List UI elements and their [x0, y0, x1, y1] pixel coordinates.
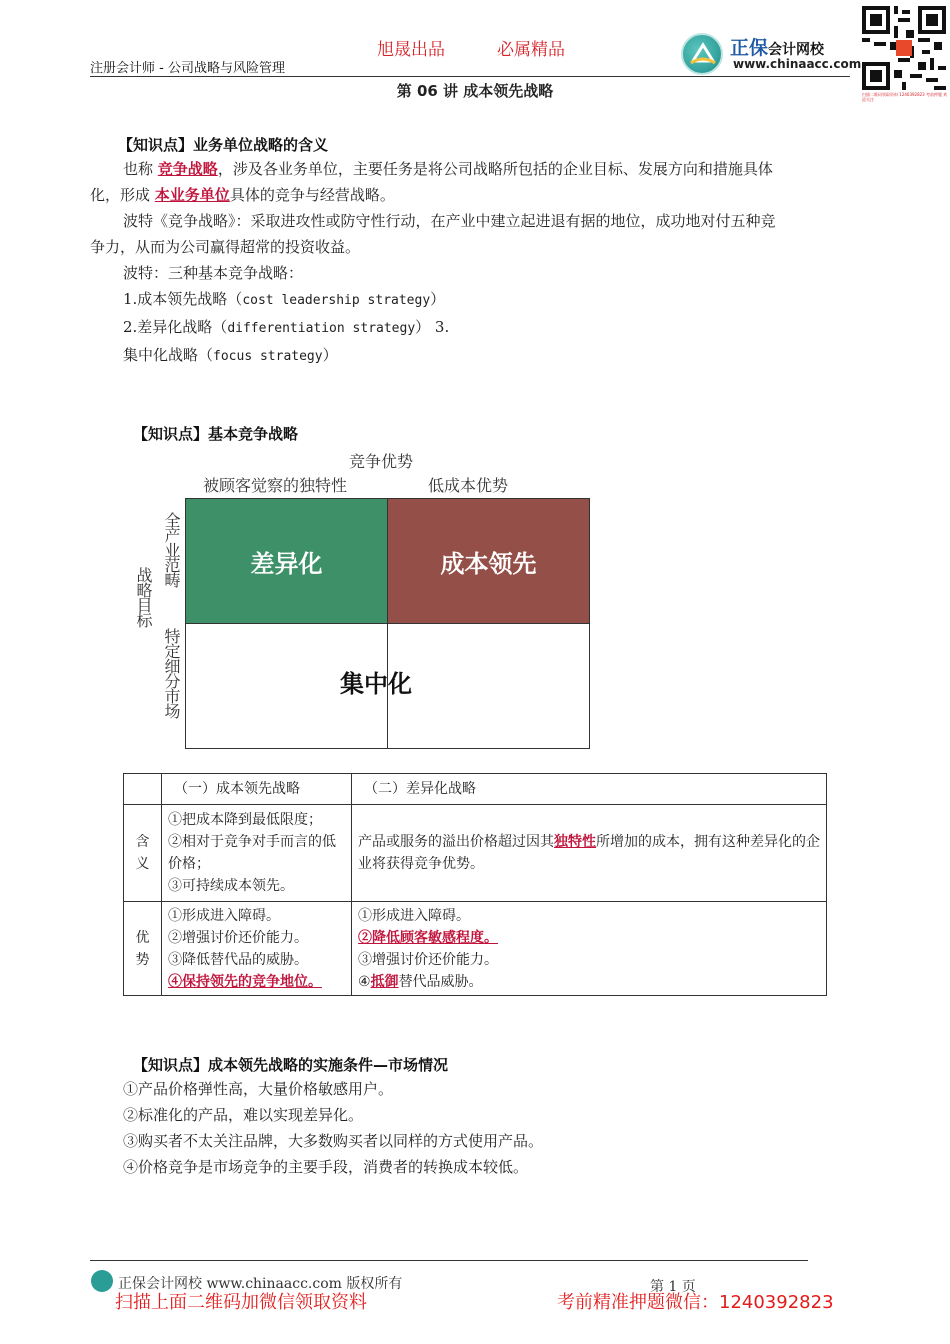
cell-cost-leadership-label: 成本领先 — [440, 549, 537, 578]
list-item: ①形成进入障碍。 — [168, 907, 280, 924]
s1-line3: 波特《竞争战略》：采取进攻性或防守性行动，在产业中建立起进退有据的地位，成功地对付五种竞 — [123, 212, 776, 230]
highlight-item: ②降低顾客敏感程度。 — [358, 929, 498, 946]
term-uniqueness: 独特性 — [554, 834, 596, 850]
term-resist: 抵御 — [370, 973, 399, 990]
footer-copyright: 正保会计网校 www.chinaacc.com 版权所有 — [118, 1276, 403, 1292]
strategy-item-2 — [90, 314, 860, 342]
logo-url: www.chinaacc.com — [733, 57, 862, 71]
qr-note: 扫描二维码领取资料 1240392823 考前押题 欢迎关注 — [862, 92, 948, 102]
table-header-row — [124, 774, 827, 805]
s1-p1-d: 具体的竞争与经营战略。 — [229, 186, 395, 204]
list-item: ①形成进入障碍。 — [358, 907, 470, 924]
table-row-meaning — [124, 805, 827, 902]
page-number: 第 1 页 — [650, 1279, 696, 1295]
s1-l2-cn: 2.差异化战略（ — [123, 318, 228, 336]
cell-differentiation — [185, 498, 388, 624]
item4-suffix: 替代品威胁。 — [398, 973, 483, 990]
cell-differentiation-label: 差异化 — [250, 549, 323, 578]
footer-divider — [90, 1260, 808, 1261]
s1-line2 — [90, 182, 860, 208]
strategy-item-1 — [90, 286, 860, 314]
section1-heading: 【知识点】业务单位战略的含义 — [118, 136, 329, 154]
meaning-cost-cell — [162, 805, 352, 902]
section3-list — [123, 1076, 543, 1180]
header-divider — [90, 76, 850, 77]
s1-l1-cn: 1.成本领先战略（ — [123, 290, 243, 308]
chinaacc-logo-icon — [681, 33, 723, 75]
advantage-cost-cell — [162, 902, 352, 996]
list-item: ①把成本降到最低限度； — [168, 812, 322, 828]
s1-l1-en: cost leadership strategy — [242, 293, 431, 308]
list-item: ③可持续成本领先。 — [168, 878, 294, 894]
item4-prefix: ④ — [358, 973, 371, 990]
diagram-col2-label: 低成本优势 — [428, 476, 509, 495]
diagram-top-label: 竞争优势 — [349, 452, 414, 471]
comparison-table — [123, 773, 827, 996]
course-title: 注册会计师 - 公司战略与风险管理 — [90, 61, 285, 76]
table-corner — [124, 774, 162, 805]
footer-logo-icon — [91, 1270, 113, 1292]
term-competitive-strategy: 竞争战略 — [157, 160, 218, 178]
s1-line5: 波特：三种基本竞争战略： — [123, 264, 304, 282]
meaning-diff-a: 产品或服务的溢出价格超过因其 — [358, 834, 554, 850]
list-item — [358, 971, 820, 993]
list-item: ③增强讨价还价能力。 — [358, 951, 498, 968]
footer-promo-right: 考前精准押题微信：1240392823 — [557, 1292, 834, 1313]
advantage-diff-cell — [352, 902, 827, 996]
list-item: ③降低替代品的威胁。 — [168, 951, 308, 968]
s1-l3-cn: 集中化战略（ — [123, 346, 214, 364]
lecture-title: 第 06 讲 成本领先战略 — [396, 82, 554, 100]
section2-heading: 【知识点】基本竞争战略 — [133, 425, 299, 443]
s1-p1-c: 化，形成 — [90, 186, 151, 204]
table-header-diff: （二）差异化战略 — [352, 774, 827, 805]
section1-body — [90, 156, 860, 370]
logo-sub: 会计网校 — [768, 42, 825, 58]
list-item: ②相对于竞争对手而言的低价格； — [168, 834, 336, 872]
meaning-diff-cell — [352, 805, 827, 902]
s1-l3-end: ） — [322, 346, 338, 364]
table-header-cost: （一）成本领先战略 — [162, 774, 352, 805]
s1-line4: 争力，从而为公司赢得超常的投资收益。 — [90, 238, 361, 256]
s1-p1-a: 也称 — [123, 160, 154, 178]
table-row-advantage — [124, 902, 827, 996]
cell-cost-leadership — [387, 498, 590, 624]
meaning-diff-b: 所增加的成本，拥有这种差异化的企业将获得竞争优势。 — [358, 834, 820, 872]
highlight-item: ④保持领先的竞争地位。 — [168, 973, 322, 990]
s1-p1-b: ，涉及各业务单位，主要任务是将公司战略所包括的企业目标、发展方向和措施具体 — [217, 160, 773, 178]
diagram-row2-label: 特定细分市场 — [162, 628, 181, 718]
footer-promo-left: 扫描上面二维码加微信领取资料 — [115, 1292, 367, 1313]
list-item: ②标准化的产品，难以实现差异化。 — [123, 1106, 364, 1124]
term-business-unit: 本业务单位 — [154, 186, 230, 204]
s1-l2-end: ） 3. — [415, 318, 450, 336]
s1-l2-en: differentiation strategy — [227, 321, 416, 336]
brand-right: 必属精品 — [497, 40, 565, 60]
list-item: ③购买者不太关注品牌，大多数购买者以同样的方式使用产品。 — [123, 1132, 544, 1150]
diagram-axis-label: 战略目标 — [134, 567, 153, 627]
s1-l3-en: focus strategy — [213, 349, 323, 364]
list-item: ①产品价格弹性高，大量价格敏感用户。 — [123, 1080, 394, 1098]
logo-brand — [730, 33, 824, 60]
cell-focus-label: 集中化 — [340, 670, 412, 698]
qr-code-icon — [862, 6, 946, 90]
brand-left: 旭晟出品 — [377, 40, 445, 60]
section3-heading: 【知识点】成本领先战略的实施条件—市场情况 — [133, 1056, 449, 1074]
s1-l1-end: ） — [430, 290, 446, 308]
row-label-advantage: 优势 — [124, 902, 162, 996]
list-item: ②增强讨价还价能力。 — [168, 929, 308, 946]
strategy-item-3 — [90, 342, 860, 370]
s1-line1 — [90, 156, 860, 182]
row-label-meaning: 含义 — [124, 805, 162, 902]
list-item: ④价格竞争是市场竞争的主要手段，消费者的转换成本较低。 — [123, 1158, 529, 1176]
diagram-col1-label: 被顾客觉察的独特性 — [203, 476, 348, 495]
diagram-row1-label: 全产业范畴 — [162, 512, 181, 587]
logo-name: 正保 — [730, 37, 769, 59]
